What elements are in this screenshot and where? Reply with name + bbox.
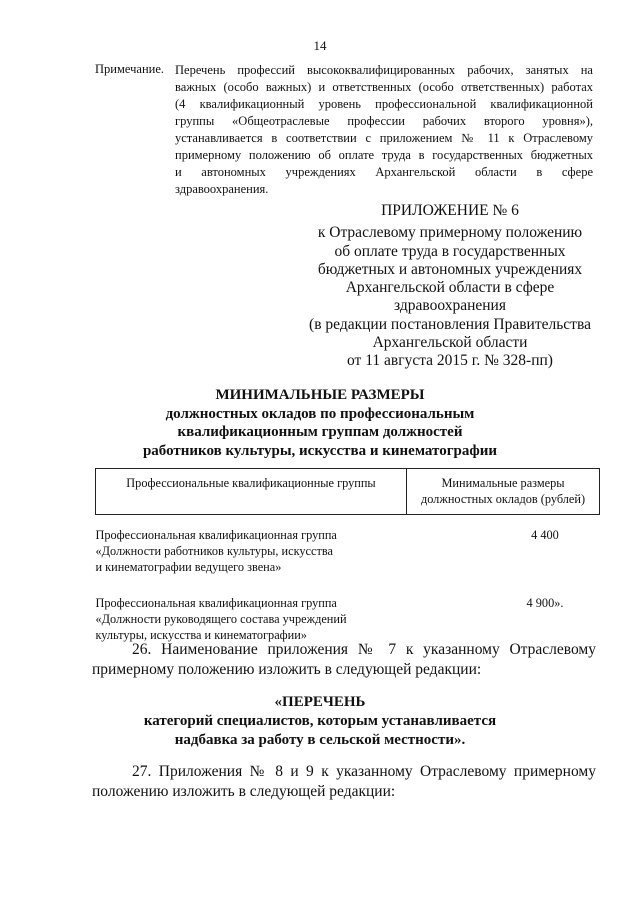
group-name-line: «Должности работников культуры, искусства bbox=[95, 544, 333, 558]
appendix-line: Архангельской области bbox=[372, 334, 528, 352]
paragraph-line: примерному положению изложить в следующей редакции: bbox=[92, 661, 482, 678]
appendix-line: к Отраслевому примерному положению bbox=[317, 224, 583, 242]
note-label: Примечание. bbox=[95, 62, 165, 76]
appendix-line: Архангельской области в сфере bbox=[345, 279, 555, 297]
paragraph-27 bbox=[92, 762, 596, 802]
appendix-heading: ПРИЛОЖЕНИЕ № 6 bbox=[381, 202, 519, 219]
group-name-line: и кинематографии ведущего звена» bbox=[95, 560, 282, 574]
note-line: группы «Общеотраслевые профессии рабочих второго уровня»), bbox=[175, 114, 593, 128]
group-name-line: культуры, искусства и кинематографии» bbox=[95, 628, 307, 642]
appendix-block bbox=[300, 202, 600, 371]
paragraph-line: 27. Приложения № 8 и 9 к указанному Отраслевому примерному bbox=[132, 763, 596, 780]
list-title-line: категорий специалистов, которым устанавливается bbox=[143, 713, 497, 729]
salary-value-cell: 4 900». bbox=[526, 596, 564, 610]
note-line: важных (особо важных) и ответственных (особо ответственных) работах bbox=[175, 80, 593, 94]
appendix-line: от 11 августа 2015 г. № 328-пп) bbox=[347, 352, 553, 370]
note-line: Перечень профессий высококвалифицированных рабочих, занятых на bbox=[175, 63, 593, 77]
title-line: квалификационным группам должностей bbox=[177, 424, 463, 440]
salary-table bbox=[95, 468, 600, 643]
paragraph-line: 26. Наименование приложения № 7 к указанному Отраслевому bbox=[132, 641, 596, 658]
note-line: примерному положению об оплате труда в государственных бюджетных bbox=[175, 148, 593, 162]
group-name-cell bbox=[96, 589, 407, 643]
group-name-line: Профессиональная квалификационная группа bbox=[95, 528, 337, 542]
paragraph-line: положению изложить в следующей редакции: bbox=[92, 783, 396, 800]
paragraph-26 bbox=[92, 640, 596, 680]
group-name-line: Профессиональная квалификационная группа bbox=[95, 596, 337, 610]
note-line: здравоохранения. bbox=[175, 182, 269, 196]
table-row bbox=[96, 589, 600, 643]
note-line: (4 квалификационный уровень профессиональной квалификационной bbox=[175, 97, 593, 111]
group-name-line: «Должности руководящего состава учреждений bbox=[95, 612, 347, 626]
table-header-row bbox=[96, 469, 600, 515]
group-name-cell bbox=[96, 515, 407, 590]
appendix-line: здравоохранения bbox=[394, 297, 506, 315]
appendix-line: бюджетных и автономных учреждениях bbox=[317, 260, 583, 278]
table-row bbox=[96, 515, 600, 590]
page-number: 14 bbox=[313, 38, 327, 53]
document-title bbox=[0, 386, 640, 460]
title-line: работников культуры, искусства и кинематографии bbox=[142, 442, 498, 459]
column-header-groups: Профессиональные квалификационные группы bbox=[96, 469, 407, 515]
note-line: устанавливается в соответствии с приложением № 11 к Отраслевому bbox=[175, 131, 593, 145]
note-body bbox=[175, 62, 593, 198]
salary-value-cell: 4 400 bbox=[531, 528, 559, 542]
appendix-line: об оплате труда в государственных bbox=[334, 242, 566, 260]
list-title-line: «ПЕРЕЧЕНЬ bbox=[274, 694, 366, 710]
column-header-salary: Минимальные размеры должностных окладов (рублей) bbox=[407, 469, 600, 515]
list-title bbox=[0, 693, 640, 750]
appendix-line: (в редакции постановления Правительства bbox=[309, 315, 591, 333]
title-line: МИНИМАЛЬНЫЕ РАЗМЕРЫ bbox=[215, 387, 425, 403]
title-line: должностных окладов по профессиональным bbox=[165, 405, 475, 422]
note-line: и автономных учреждениях Архангельской области в сфере bbox=[175, 165, 593, 179]
list-title-line: надбавка за работу в сельской местности». bbox=[174, 732, 466, 748]
